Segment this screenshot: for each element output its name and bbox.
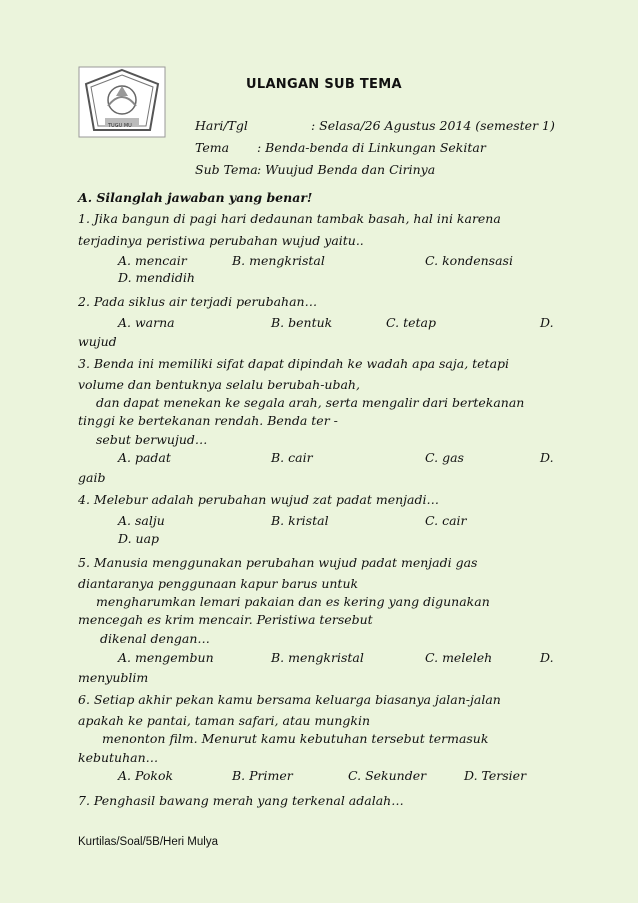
question-5-line: diantaranya penggunaan kapur barus untuk [78,576,359,591]
option-a: A. Pokok [118,768,174,783]
option-d: D. Tersier [464,768,527,783]
option-d: D. [540,450,554,465]
meta-label: Tema [195,140,230,155]
question-6-line: menonton film. Menurut kamu kebutuhan tersebut termasuk [102,731,489,746]
option-b: B. cair [271,450,313,465]
option-a: A. warna [118,315,175,330]
question-3-line: 3. Benda ini memiliki sifat dapat dipindah ke wadah apa saja, tetapi [78,356,510,371]
option-d-text: wujud [78,334,117,349]
question-4-line: 4. Melebur adalah perubahan wujud zat padat menjadi… [78,492,439,507]
option-b: B. kristal [271,513,329,528]
option-c: C. cair [425,513,467,528]
option-d: D. [540,650,554,665]
option-d-text: menyublim [78,670,149,685]
section-heading: A. Silanglah jawaban yang benar! [78,190,313,205]
option-b: B. mengkristal [271,650,364,665]
meta-row-date [195,118,555,133]
question-5-line: mengharumkan lemari pakaian dan es kering yang digunakan [96,594,490,609]
option-c: C. tetap [386,315,436,330]
page-footer: Kurtilas/Soal/5B/Heri Mulya [78,836,218,848]
meta-value: : Selasa/26 Agustus 2014 (semester 1) [311,118,555,133]
option-c: C. gas [425,450,464,465]
option-d-text: gaib [78,470,106,485]
question-1-line: 1. Jika bangun di pagi hari dedaunan tambak basah, hal ini karena [78,211,501,226]
meta-value: : Benda-benda di Linkungan Sekitar [257,140,486,155]
option-c: C. kondensasi [425,253,513,268]
school-logo [78,66,166,138]
meta-value: : Wuujud Benda dan Cirinya [257,162,436,177]
question-1-line: terjadinya peristiwa perubahan wujud yaitu.. [78,233,364,248]
option-a: A. salju [118,513,165,528]
question-5-line: mencegah es krim mencair. Peristiwa tersebut [78,612,373,627]
question-5-line: 5. Manusia menggunakan perubahan wujud padat menjadi gas [78,555,478,570]
meta-label: Hari/Tgl [195,118,248,133]
option-a: A. padat [118,450,171,465]
question-6-line: apakah ke pantai, taman safari, atau mungkin [78,713,371,728]
page-title: ULANGAN SUB TEMA [246,77,402,92]
question-3-line: volume dan bentuknya selalu berubah-ubah, [78,377,360,392]
meta-row-subtheme [195,162,436,177]
option-d: D. mendidih [118,270,195,285]
option-c: C. Sekunder [348,768,427,783]
question-6-line: 6. Setiap akhir pekan kamu bersama keluarga biasanya jalan-jalan [78,692,501,707]
option-c: C. meleleh [425,650,493,665]
question-6-line: kebutuhan… [78,750,159,765]
question-7-line: 7. Penghasil bawang merah yang terkenal adalah… [78,793,404,808]
question-5-line: dikenal dengan… [100,631,210,646]
logo-text: TUGU MU [108,123,132,129]
meta-label: Sub Tema [195,162,258,177]
option-a: A. mengembun [118,650,214,665]
question-2-line: 2. Pada siklus air terjadi perubahan… [78,294,318,309]
question-3-line: dan dapat menekan ke segala arah, serta mengalir dari bertekanan [96,395,525,410]
meta-row-theme [195,140,486,155]
question-3-line: tinggi ke bertekanan rendah. Benda ter - [78,413,338,428]
option-b: B. bentuk [271,315,333,330]
option-d: D. [540,315,554,330]
option-b: B. mengkristal [232,253,325,268]
option-a: A. mencair [118,253,187,268]
question-3-line: sebut berwujud… [96,432,208,447]
option-b: B. Primer [232,768,293,783]
option-d: D. uap [118,531,160,546]
